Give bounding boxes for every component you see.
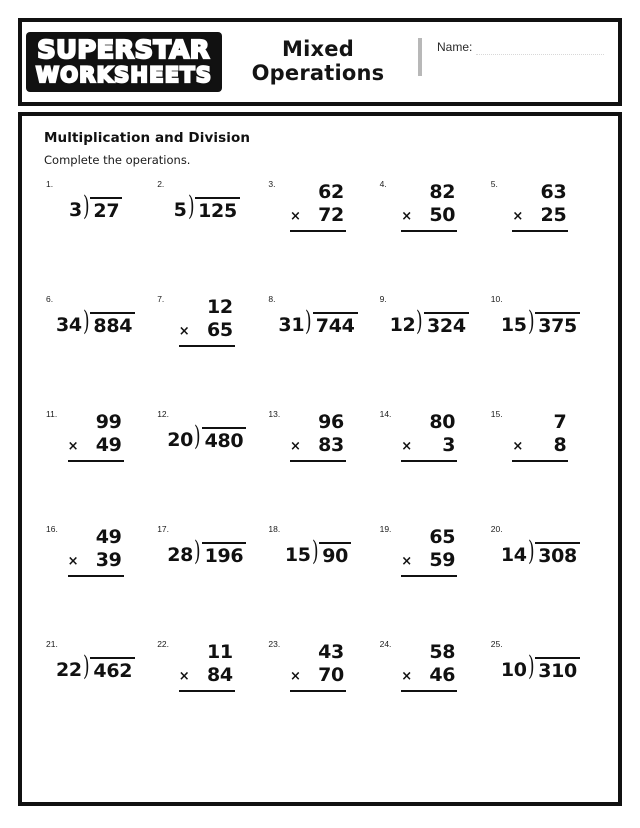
- worksheet-header: [18, 18, 622, 106]
- multiplication-bottom-row: [68, 549, 124, 577]
- problem-cell: [489, 639, 600, 754]
- multiplication-bottom-row: [290, 664, 346, 692]
- multiplication-bottom-factor: 49: [95, 434, 122, 457]
- division-bracket-icon: ): [527, 306, 535, 337]
- multiplication-bottom-factor: 8: [553, 434, 567, 457]
- multiply-operator-icon: ×: [401, 439, 413, 455]
- page-title: Mixed Operations: [251, 36, 385, 85]
- problem-expression[interactable]: [489, 641, 600, 681]
- multiplication-bottom-row: [512, 434, 568, 462]
- division-bracket-icon: ): [82, 651, 90, 682]
- multiplication-bottom-factor: 3: [442, 434, 456, 457]
- multiplication-bottom-row: [290, 434, 346, 462]
- division-divisor: 22: [56, 659, 82, 681]
- brand-logo: [22, 22, 218, 102]
- multiplication-bottom-factor: 84: [206, 664, 233, 687]
- problem-number: 4.: [379, 179, 387, 189]
- multiplication-bottom-factor: 70: [318, 664, 344, 687]
- multiplication-expression: [179, 296, 235, 347]
- multiplication-bottom-row: [401, 549, 457, 577]
- problem-number: 16.: [46, 524, 58, 534]
- division-expression: [500, 536, 580, 567]
- multiplication-bottom-factor: 72: [318, 204, 344, 227]
- division-bracket-icon: ): [416, 306, 423, 337]
- problem-expression[interactable]: [266, 296, 377, 336]
- problem-expression[interactable]: [489, 296, 600, 336]
- problem-number: 25.: [490, 639, 503, 649]
- multiplication-expression: [401, 181, 457, 232]
- problem-cell: [44, 179, 155, 294]
- problem-cell: [378, 524, 489, 639]
- multiplication-top-factor: 49: [95, 526, 122, 548]
- multiply-operator-icon: ×: [289, 439, 301, 455]
- multiplication-top-factor: 7: [553, 411, 567, 433]
- problem-cell: [378, 179, 489, 294]
- division-divisor: 10: [500, 659, 527, 681]
- logo-text-worksheets: WORKSHEETS: [35, 63, 213, 87]
- division-expression: [173, 191, 240, 222]
- problem-cell: [155, 294, 266, 409]
- multiply-operator-icon: ×: [178, 324, 190, 340]
- problem-cell: [266, 294, 377, 409]
- division-bracket-icon: ): [527, 651, 535, 682]
- division-dividend: 324: [424, 312, 469, 336]
- division-divisor: 15: [284, 544, 311, 566]
- division-divisor: 3: [68, 199, 82, 221]
- multiplication-bottom-row: [401, 664, 457, 692]
- problem-number: 13.: [268, 409, 281, 419]
- problem-cell: [155, 639, 266, 754]
- multiplication-top-factor: 11: [206, 641, 233, 663]
- multiplication-expression: [290, 641, 346, 692]
- problem-expression[interactable]: [266, 181, 377, 232]
- multiplication-bottom-row: [179, 664, 235, 692]
- problem-number: 7.: [157, 294, 165, 304]
- problem-expression[interactable]: [489, 411, 600, 462]
- division-dividend: 310: [535, 657, 580, 681]
- multiply-operator-icon: ×: [512, 209, 524, 225]
- problem-cell: [266, 179, 377, 294]
- multiplication-bottom-factor: 39: [95, 549, 122, 572]
- multiply-operator-icon: ×: [289, 209, 301, 225]
- multiplication-expression: [512, 411, 568, 462]
- logo-badge-box: [26, 32, 222, 92]
- multiply-operator-icon: ×: [289, 669, 301, 685]
- problem-number: 11.: [46, 409, 58, 419]
- problem-number: 9.: [379, 294, 387, 304]
- multiplication-expression: [290, 411, 346, 462]
- problem-number: 21.: [46, 639, 58, 649]
- problem-number: 18.: [268, 524, 281, 534]
- division-dividend: 375: [535, 312, 580, 336]
- division-bracket-icon: ): [305, 306, 312, 337]
- multiplication-bottom-factor: 65: [206, 319, 233, 342]
- problem-number: 3.: [268, 179, 276, 189]
- division-bracket-icon: ): [194, 536, 201, 567]
- division-dividend: 884: [90, 312, 135, 336]
- problem-expression[interactable]: [155, 411, 266, 451]
- problem-expression[interactable]: [44, 641, 155, 681]
- problem-cell: [266, 524, 377, 639]
- division-divisor: 28: [167, 544, 194, 566]
- multiplication-expression: [68, 526, 124, 577]
- problem-expression[interactable]: [378, 641, 489, 692]
- division-dividend: 744: [313, 312, 358, 336]
- division-divisor: 20: [167, 429, 194, 451]
- multiplication-top-factor: 65: [429, 526, 456, 548]
- division-expression: [284, 536, 351, 567]
- division-dividend: 196: [202, 542, 247, 566]
- multiplication-top-factor: 12: [206, 296, 233, 318]
- multiplication-top-factor: 62: [318, 181, 344, 203]
- section-instructions: Complete the operations.: [44, 153, 191, 167]
- multiplication-top-factor: 82: [429, 181, 456, 203]
- multiplication-top-factor: 96: [318, 411, 344, 433]
- division-expression: [56, 651, 135, 682]
- problem-expression[interactable]: [378, 181, 489, 232]
- multiplication-bottom-row: [401, 204, 457, 232]
- division-bracket-icon: ): [82, 306, 90, 337]
- multiplication-top-factor: 63: [540, 181, 567, 203]
- name-label: Name:: [437, 40, 473, 54]
- multiplication-top-factor: 80: [429, 411, 456, 433]
- multiply-operator-icon: ×: [512, 439, 524, 455]
- problem-expression[interactable]: [155, 526, 266, 566]
- problem-expression[interactable]: [378, 411, 489, 462]
- division-divisor: 12: [389, 314, 416, 336]
- division-bracket-icon: ): [82, 191, 90, 222]
- problem-cell: [266, 409, 377, 524]
- problem-number: 6.: [46, 294, 54, 304]
- multiplication-expression: [68, 411, 124, 462]
- worksheet-body: [18, 112, 622, 806]
- multiplication-bottom-row: [512, 204, 568, 232]
- multiplication-expression: [401, 411, 457, 462]
- problem-expression[interactable]: [44, 181, 155, 221]
- problem-cell: [378, 639, 489, 754]
- problem-cell: [44, 409, 155, 524]
- problem-expression[interactable]: [266, 641, 377, 692]
- problem-expression[interactable]: [44, 296, 155, 336]
- problem-number: 22.: [157, 639, 170, 649]
- multiplication-bottom-factor: 59: [429, 549, 456, 572]
- division-expression: [389, 306, 469, 337]
- multiply-operator-icon: ×: [401, 209, 413, 225]
- multiplication-bottom-factor: 83: [318, 434, 344, 457]
- section-heading: Multiplication and Division: [44, 130, 251, 146]
- problem-expression[interactable]: [266, 411, 377, 462]
- division-divisor: 5: [173, 199, 187, 221]
- division-bracket-icon: ): [311, 536, 319, 567]
- problem-number: 1.: [46, 179, 54, 189]
- multiplication-expression: [401, 641, 457, 692]
- problem-cell: [378, 294, 489, 409]
- problem-number: 2.: [157, 179, 165, 189]
- division-dividend: 462: [90, 657, 135, 681]
- division-divisor: 31: [278, 314, 305, 336]
- division-bracket-icon: ): [527, 536, 535, 567]
- problem-number: 8.: [268, 294, 276, 304]
- division-expression: [278, 306, 357, 337]
- division-bracket-icon: ): [194, 421, 201, 452]
- problem-number: 14.: [379, 409, 392, 419]
- problem-cell: [489, 294, 600, 409]
- problem-expression[interactable]: [155, 641, 266, 692]
- problem-cell: [44, 639, 155, 754]
- multiply-operator-icon: ×: [401, 669, 413, 685]
- division-divisor: 14: [500, 544, 527, 566]
- problem-expression[interactable]: [44, 526, 155, 577]
- division-expression: [500, 651, 580, 682]
- problem-cell: [155, 409, 266, 524]
- division-divisor: 15: [500, 314, 527, 336]
- division-divisor: 34: [56, 314, 82, 336]
- problem-cell: [155, 524, 266, 639]
- multiply-operator-icon: ×: [178, 669, 190, 685]
- problem-grid: [44, 179, 600, 754]
- multiplication-bottom-factor: 25: [540, 204, 567, 227]
- problem-cell: [489, 179, 600, 294]
- multiplication-bottom-factor: 50: [429, 204, 456, 227]
- multiplication-bottom-row: [68, 434, 124, 462]
- multiply-operator-icon: ×: [67, 554, 79, 570]
- division-expression: [56, 306, 135, 337]
- problem-expression[interactable]: [155, 296, 266, 347]
- multiplication-expression: [179, 641, 235, 692]
- division-expression: [167, 421, 246, 452]
- division-dividend: 90: [319, 542, 351, 566]
- multiplication-bottom-row: [290, 204, 346, 232]
- multiply-operator-icon: ×: [67, 439, 79, 455]
- problem-number: 23.: [268, 639, 281, 649]
- name-input-line[interactable]: [476, 53, 604, 55]
- problem-number: 20.: [490, 524, 503, 534]
- problem-cell: [266, 639, 377, 754]
- division-bracket-icon: ): [187, 191, 195, 222]
- header-divider: [418, 38, 422, 76]
- multiplication-bottom-factor: 46: [429, 664, 456, 687]
- problem-expression[interactable]: [489, 526, 600, 566]
- problem-cell: [378, 409, 489, 524]
- problem-expression[interactable]: [155, 181, 266, 221]
- problem-number: 17.: [157, 524, 170, 534]
- multiplication-expression: [290, 181, 346, 232]
- problem-cell: [155, 179, 266, 294]
- problem-expression[interactable]: [266, 526, 377, 566]
- problem-expression[interactable]: [378, 526, 489, 577]
- problem-number: 5.: [490, 179, 498, 189]
- problem-expression[interactable]: [378, 296, 489, 336]
- problem-number: 15.: [490, 409, 503, 419]
- problem-expression[interactable]: [44, 411, 155, 462]
- problem-number: 12.: [157, 409, 170, 419]
- multiplication-top-factor: 99: [95, 411, 122, 433]
- problem-cell: [44, 524, 155, 639]
- multiplication-top-factor: 58: [429, 641, 456, 663]
- title-container: [218, 22, 418, 102]
- problem-number: 24.: [379, 639, 392, 649]
- problem-number: 10.: [490, 294, 503, 304]
- division-dividend: 125: [195, 197, 240, 221]
- name-field-group: [418, 22, 618, 102]
- multiplication-bottom-row: [401, 434, 457, 462]
- multiplication-bottom-row: [179, 319, 235, 347]
- problem-number: 19.: [379, 524, 392, 534]
- division-expression: [500, 306, 580, 337]
- division-dividend: 480: [202, 427, 247, 451]
- problem-cell: [44, 294, 155, 409]
- multiply-operator-icon: ×: [401, 554, 413, 570]
- multiplication-expression: [401, 526, 457, 577]
- multiplication-top-factor: 43: [318, 641, 344, 663]
- division-expression: [68, 191, 122, 222]
- multiplication-expression: [512, 181, 568, 232]
- logo-text-superstar: SUPERSTAR: [37, 35, 211, 64]
- division-dividend: 27: [90, 197, 122, 221]
- problem-cell: [489, 524, 600, 639]
- problem-cell: [489, 409, 600, 524]
- division-expression: [167, 536, 246, 567]
- problem-expression[interactable]: [489, 181, 600, 232]
- division-dividend: 308: [535, 542, 580, 566]
